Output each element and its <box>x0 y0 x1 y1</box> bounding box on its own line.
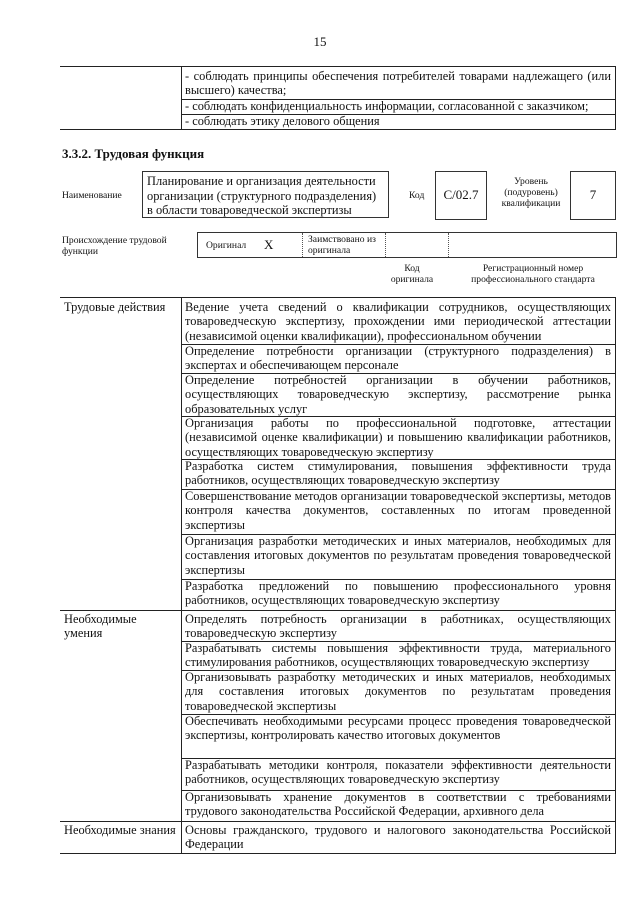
origin-label: Происхождение трудовой функции <box>62 235 167 257</box>
table-cell: Определение потребностей организации в обучении работников, осуществляющих товароведческую экспертизу, рассмотрение рынка образовательных услуг <box>185 373 611 416</box>
table-cell: Организовывать разработку методических и иных материалов, необходимых для составления итоговых документов по результатам проведения товароведческой экспертизы <box>185 670 611 713</box>
table-cell: - соблюдать этику делового общения <box>185 114 380 128</box>
reg-number-label: Регистрационный номер профессионального стандарта <box>471 263 595 285</box>
table-cell: Совершенствование методов организации товароведческой экспертизы, методов контроля качества документов, составленных по итогам проведенной экспертизы <box>185 489 611 532</box>
original-code-label: Код оригинала <box>390 263 434 285</box>
level-label: Уровень (подуровень) квалификации <box>501 176 561 209</box>
section-title: 3.3.2. Трудовая функция <box>62 146 205 161</box>
table-cell: Основы гражданского, трудового и налогового законодательства Российской Федерации <box>185 823 611 852</box>
group-label: Необходимые умения <box>64 612 137 641</box>
group-label: Необходимые знания <box>64 823 176 837</box>
table-cell: Определение потребности организации (структурного подразделения) в экспертах и обеспечивающем персонале <box>185 344 611 373</box>
group-label: Трудовые действия <box>64 300 166 314</box>
borrowed-label: Заимствовано из оригинала <box>308 234 376 256</box>
origin-row <box>197 232 617 258</box>
table-cell: Разрабатывать системы повышения эффективности труда, материального стимулирования работников, осуществляющих товароведческую экспертизу <box>185 641 611 670</box>
main-table <box>60 297 616 854</box>
page-number: 15 <box>313 34 327 49</box>
name-label: Наименование <box>62 190 122 201</box>
table-cell: Организовывать хранение документов в соответствии с требованиями трудового законодательства Российской Федерации, архивного дела <box>185 790 611 819</box>
table-cell: Разработка предложений по повышению профессионального уровня работников, осуществляющих товароведческую экспертизу <box>185 579 611 608</box>
original-label: Оригинал <box>206 240 247 251</box>
table-cell: Определять потребность организации в работниках, осуществляющих товароведческую экспертизу <box>185 612 611 641</box>
table-cell: Разрабатывать методики контроля, показатели эффективности деятельности работников, осуществляющих товароведческую экспертизу <box>185 758 611 787</box>
function-code-value: С/02.7 <box>435 171 487 220</box>
function-name-value: Планирование и организация деятельности организации (структурного подразделения) в области товароведческой экспертизы <box>142 171 389 218</box>
table-cell: Обеспечивать необходимыми ресурсами процесс проведения товароведческой экспертизы, контролировать качество итоговых документов <box>185 714 611 743</box>
original-mark: Х <box>264 237 274 252</box>
table-cell: Организация работы по профессиональной подготовке, аттестации (независимой оценке квалификации) и повышению квалификации работников, осуществляющих товароведческую экспертизу <box>185 416 611 459</box>
table-cell: - соблюдать конфиденциальность информации, согласованной с заказчиком; <box>185 99 589 113</box>
level-value: 7 <box>570 171 616 220</box>
table-cell: Организация разработки методических и иных материалов, необходимых для составления итоговых документов по результатам проведения товароведческой экспертизы <box>185 534 611 577</box>
table-cell: Ведение учета сведений о квалификации сотрудников, осуществляющих товароведческую экспертизу, прохождении ими периодической аттестации (независимой оценки квалификации), профессиональном обучении <box>185 300 611 343</box>
table-cell: - соблюдать принципы обеспечения потребителей товарами надлежащего (или высшего) качества; <box>185 69 611 98</box>
code-label: Код <box>409 190 425 201</box>
continuation-table <box>60 66 616 130</box>
table-cell: Разработка систем стимулирования, повышения эффективности труда работников, осуществляющих товароведческую экспертизу <box>185 459 611 488</box>
